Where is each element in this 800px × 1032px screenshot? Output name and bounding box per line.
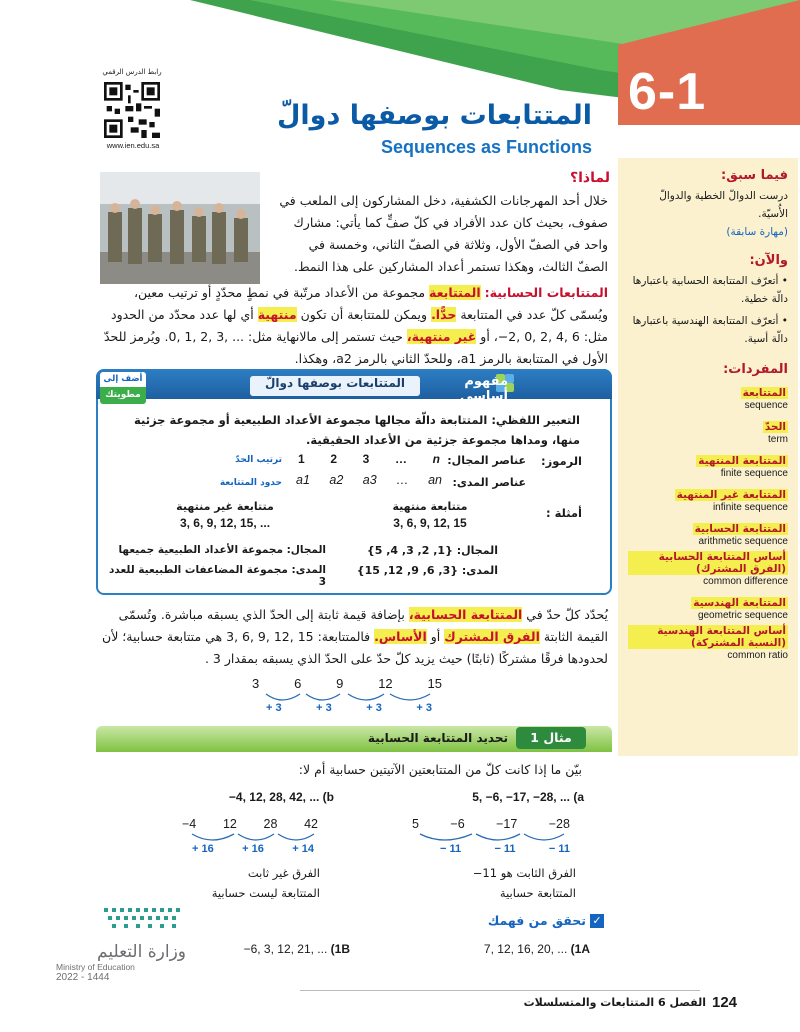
qr-caption: رابط الدرس الرقمي bbox=[102, 68, 162, 76]
intro-paragraph: المتتابعات الحسابية: المتتابعة مجموعة من الأعداد مرتّبة في نمطٍ محدّدٍ أو ترتيب معين، ويُسمّى كلّ عدد في المتتابعة حدًّا. ويمكن للمتتابعة أن تكون منتهية أي لها عدد محدّد من الحدود مثل: 6 ,4 ,2 ,0 ,2−، أو غير منتهية، حيث تستمر إلى مالانهاية مثل: ... ,3 ,2 ,1 ,0. ويُرمز للحدّ الأول في المتتابعة بالرمز a1، وللحدّ الثاني بالرمز a2، وهكذا. bbox=[103, 285, 608, 366]
check-1a: 7, 12, 16, 20, ... (1A bbox=[483, 942, 590, 956]
key-concept-title: المتتابعات بوصفها دوالّ bbox=[250, 376, 420, 396]
example-b-terms: −4 12 28 42 bbox=[182, 817, 318, 831]
sequence-diffs: + 3 + 3 + 3 + 3 bbox=[266, 702, 432, 714]
sequence-terms: 3 6 9 12 15 bbox=[252, 676, 442, 691]
check-1b: −6, 3, 12, 21, ... (1B bbox=[243, 942, 350, 956]
now-item: • أتعرّف المتتابعة الحسابية باعتبارها دالّة خطية. bbox=[632, 275, 788, 305]
example-b-result2: المتتابعة ليست حسابية bbox=[211, 886, 320, 900]
example-a-result1: الفرق الثابت هو 11− bbox=[472, 866, 576, 880]
infinite-domain: المجال: مجموعة الأعداد الطبيعية جميعها bbox=[118, 544, 326, 556]
range-note: حدود المتتابعة bbox=[219, 478, 282, 488]
infinite-title: متتابعة غير منتهية bbox=[176, 500, 274, 513]
vocab-list bbox=[628, 381, 788, 661]
range-values: a1 a2 a3 … an bbox=[296, 473, 442, 487]
example-a-result2: المتتابعة حسابية bbox=[499, 886, 576, 900]
lesson-title-en: Sequences as Functions bbox=[380, 137, 592, 157]
example-a-diffs: − 11 − 11 − 11 bbox=[440, 843, 570, 855]
before-skill: (مهارة سابقة) bbox=[726, 226, 788, 238]
footer-chapter: الفصل 6 المتتابعات والمتسلسلات bbox=[523, 996, 706, 1009]
vocab-item: المتتابعة sequence bbox=[742, 387, 788, 411]
domain-note: ترتيب الحدّ bbox=[235, 455, 282, 465]
arithmetic-paragraph: يُحدّد كلّ حدّ في المتتابعة الحسابية، بإضافة قيمة ثابتة إلى الحدّ الذي يسبقه مباشرة. وتُسمّى القيمة الثابتة الفرق المشترك أو الأساس. فالمتتابعة: 15 ,12 ,9 ,6 ,3 هي متتابعة حسابية؛ لأن لحدودها فرقًا مشتركًا (ثابتًا) حيث يزيد كلّ حدّ على الحدّ الذي يسبقه بمقدار 3 . bbox=[102, 607, 608, 666]
ministry-name-en: Ministry of Education bbox=[56, 962, 135, 972]
example-title: تحديد المتتابعة الحسابية bbox=[367, 731, 508, 745]
sidebar bbox=[618, 158, 798, 756]
infinite-sequence: 3, 6, 9, 12, 15, ... bbox=[179, 516, 271, 530]
why-heading: لماذا؟ bbox=[569, 170, 610, 186]
vocab-item: المتتابعة الحسابية arithmetic sequence bbox=[694, 523, 788, 547]
lesson-title-ar: المتتابعات بوصفها دوالّ bbox=[277, 100, 592, 131]
example-b: −4, 12, 28, 42, ... (b bbox=[228, 790, 334, 804]
before-text: درست الدوالّ الخطية والدوالّ الأُسيّة. bbox=[659, 190, 788, 220]
now-heading: والآن: bbox=[749, 253, 788, 268]
example-prompt: بيّن ما إذا كانت كلّ من المتتابعتين الآتيتين حسابية أم لا: bbox=[298, 762, 582, 777]
key-concept-heading: مفهوم أساسي bbox=[459, 374, 508, 404]
qr-code[interactable] bbox=[104, 82, 160, 138]
finite-range: المدى: {3, 6, 9, 12, 15} bbox=[356, 564, 498, 577]
footer-divider bbox=[300, 990, 700, 991]
scouts-photo bbox=[100, 172, 260, 284]
domain-values: 1 2 3 … n bbox=[298, 452, 440, 466]
example-label: مثال 1 bbox=[516, 727, 586, 749]
domain-label: عناصر المجال: bbox=[447, 454, 526, 467]
page-number: 124 bbox=[712, 994, 738, 1011]
finite-domain: المجال: {1, 2, 3, 4, 5} bbox=[366, 544, 498, 557]
symbols-label: الرموز: bbox=[541, 454, 582, 468]
vocab-item: المتتابعة المنتهية finite sequence bbox=[698, 455, 788, 479]
finite-title: متتابعة منتهية bbox=[392, 500, 468, 513]
lesson-number: 6-1 bbox=[628, 63, 707, 121]
range-label: عناصر المدى: bbox=[452, 476, 526, 489]
check-heading: تحقق من فهمك bbox=[487, 913, 586, 928]
vocab-item: المتتابعة الهندسية geometric sequence bbox=[693, 597, 788, 621]
why-text: خلال أحد المهرجانات الكشفية، دخل المشاركون إلى الملعب في صفوف، بحيث كان عدد الأفراد في كلّ صفٍّ كما يأتي: مشارك واحد في الصفّ الأول، وثلاثة في الصفّ الثاني، وخمسة في الصفّ الثالث، وهكذا تستمر أعداد المشاركين على هذا النمط. bbox=[279, 193, 608, 274]
foldable-badge[interactable]: أضف إلى مطويتك bbox=[100, 372, 146, 410]
before-heading: فيما سبق: bbox=[721, 168, 788, 183]
vocab-item: أساس المتتابعة الهندسية (النسبة المشتركة) common ratio bbox=[628, 625, 788, 661]
example-a-terms: 5 −6 −17 −28 bbox=[412, 817, 570, 831]
example-a: 5, −6, −17, −28, ... (a bbox=[472, 790, 584, 804]
finite-sequence: 3, 6, 9, 12, 15 bbox=[393, 516, 467, 530]
example-b-diffs: + 16 + 16 + 14 bbox=[192, 843, 314, 855]
digital-lesson-url[interactable]: www.ien.edu.sa bbox=[106, 141, 160, 150]
verbal-definition: التعبير اللفظي: المتتابعة دالّة مجالها مجموعة الأعداد الطبيعية أو مجموعة جزئية منها، ومداها مجموعة جزئية من الأعداد الحقيقية. bbox=[134, 413, 580, 447]
edition-year: 2022 - 1444 bbox=[56, 972, 110, 983]
vocab-item: المتتابعة غير المنتهية infinite sequence bbox=[676, 489, 788, 513]
ministry-name-ar: وزارة التعليم bbox=[97, 942, 186, 962]
vocab-item: الحدّ term bbox=[764, 421, 788, 445]
example-b-result1: الفرق غير ثابت bbox=[247, 866, 320, 880]
now-item: • أتعرّف المتتابعة الهندسية باعتبارها دالّة أسية. bbox=[632, 315, 788, 345]
ministry-logo-icon bbox=[100, 902, 188, 942]
examples-label: أمثلة : bbox=[545, 506, 582, 520]
infinite-range: المدى: مجموعة المضاعفات الطبيعية للعدد 3 bbox=[109, 564, 326, 588]
vocab-item: أساس المتتابعة الحسابية (الفرق المشترك) common difference bbox=[628, 551, 788, 587]
checkmark-icon: ✓ bbox=[590, 914, 604, 928]
vocab-heading: المفردات: bbox=[723, 362, 788, 377]
